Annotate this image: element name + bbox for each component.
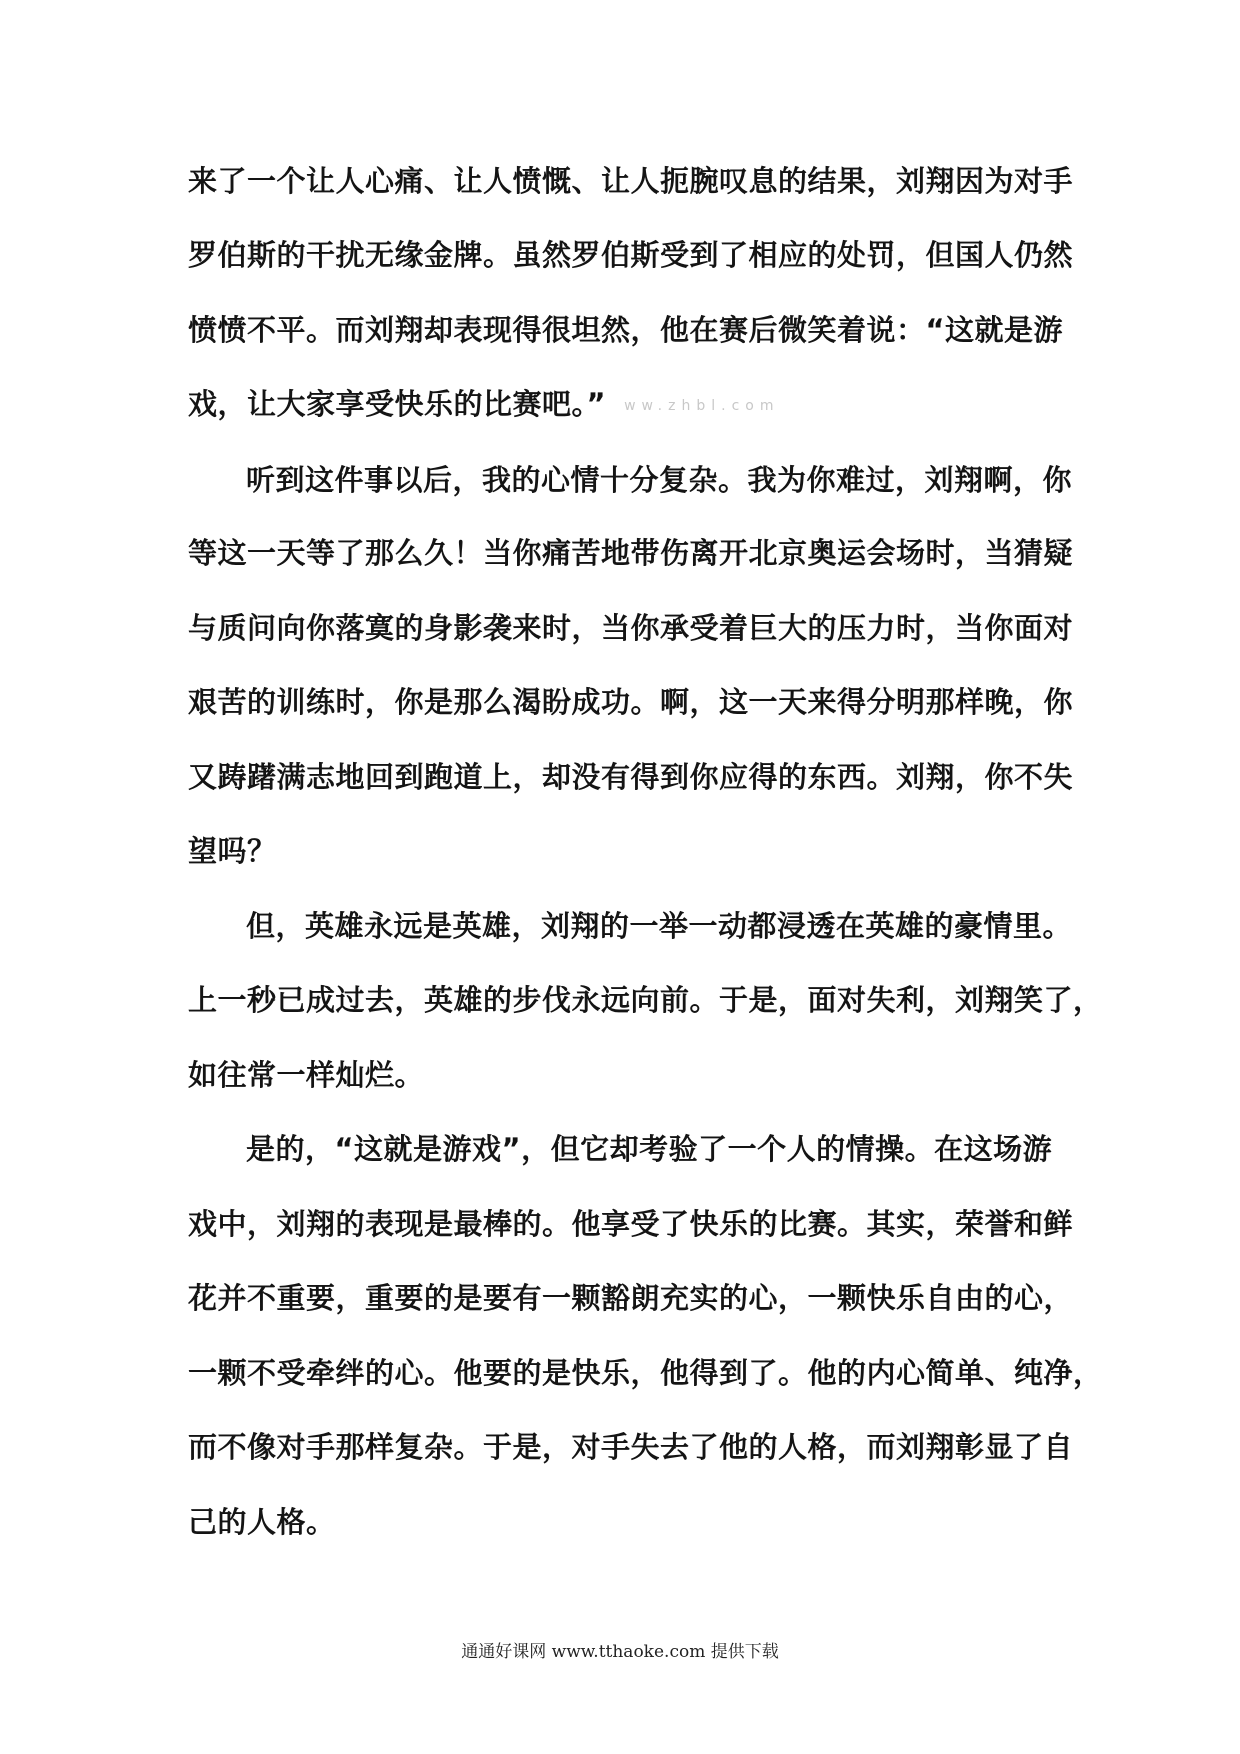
text-line: 等这一天等了那么久！当你痛苦地带伤离开北京奥运会场时，当猜疑 bbox=[188, 536, 1074, 570]
text-line: 望吗？ bbox=[188, 834, 277, 868]
text-line bbox=[188, 384, 1058, 426]
text-line: 如往常一样灿烂。 bbox=[188, 1058, 425, 1092]
text-line: 己的人格。 bbox=[188, 1505, 336, 1539]
text-line: 戏中，刘翔的表现是最棒的。他享受了快乐的比赛。其实，荣誉和鲜 bbox=[188, 1207, 1074, 1241]
paragraph-start-line: 听到这件事以后，我的心情十分复杂。我为你难过，刘翔啊，你 bbox=[246, 463, 1073, 497]
text-line: 花并不重要，重要的是要有一颗豁朗充实的心，一颗快乐自由的心， bbox=[188, 1281, 1074, 1315]
page-footer: 通通好课网 www.tthaoke.com 提供下载 bbox=[461, 1642, 779, 1662]
paragraph-start-line: 是的，“这就是游戏”，但它却考验了一个人的情操。在这场游 bbox=[246, 1132, 1053, 1166]
watermark-text: ww.zhbl.com bbox=[624, 398, 780, 414]
text-line: 愤愤不平。而刘翔却表现得很坦然，他在赛后微笑着说：“这就是游 bbox=[188, 313, 1064, 347]
text-line: 一颗不受牵绊的心。他要的是快乐，他得到了。他的内心简单、纯净， bbox=[188, 1356, 1103, 1390]
text-line: 与质问向你落寞的身影袭来时，当你承受着巨大的压力时，当你面对 bbox=[188, 611, 1074, 645]
text-line: 艰苦的训练时，你是那么渴盼成功。啊，这一天来得分明那样晚，你 bbox=[188, 685, 1074, 719]
paragraph-start-line: 但，英雄永远是英雄，刘翔的一举一动都浸透在英雄的豪情里。 bbox=[246, 909, 1073, 943]
text-line: 罗伯斯的干扰无缘金牌。虽然罗伯斯受到了相应的处罚，但国人仍然 bbox=[188, 238, 1074, 272]
text-line: 来了一个让人心痛、让人愤慨、让人扼腕叹息的结果，刘翔因为对手 bbox=[188, 164, 1074, 198]
text-line: 上一秒已成过去，英雄的步伐永远向前。于是，面对失利，刘翔笑了， bbox=[188, 983, 1103, 1017]
text-line: 又踌躇满志地回到跑道上，却没有得到你应得的东西。刘翔，你不失 bbox=[188, 760, 1074, 794]
text-line-content: 戏，让大家享受快乐的比赛吧。” bbox=[188, 387, 607, 421]
text-line: 而不像对手那样复杂。于是，对手失去了他的人格，而刘翔彰显了自 bbox=[188, 1430, 1074, 1464]
